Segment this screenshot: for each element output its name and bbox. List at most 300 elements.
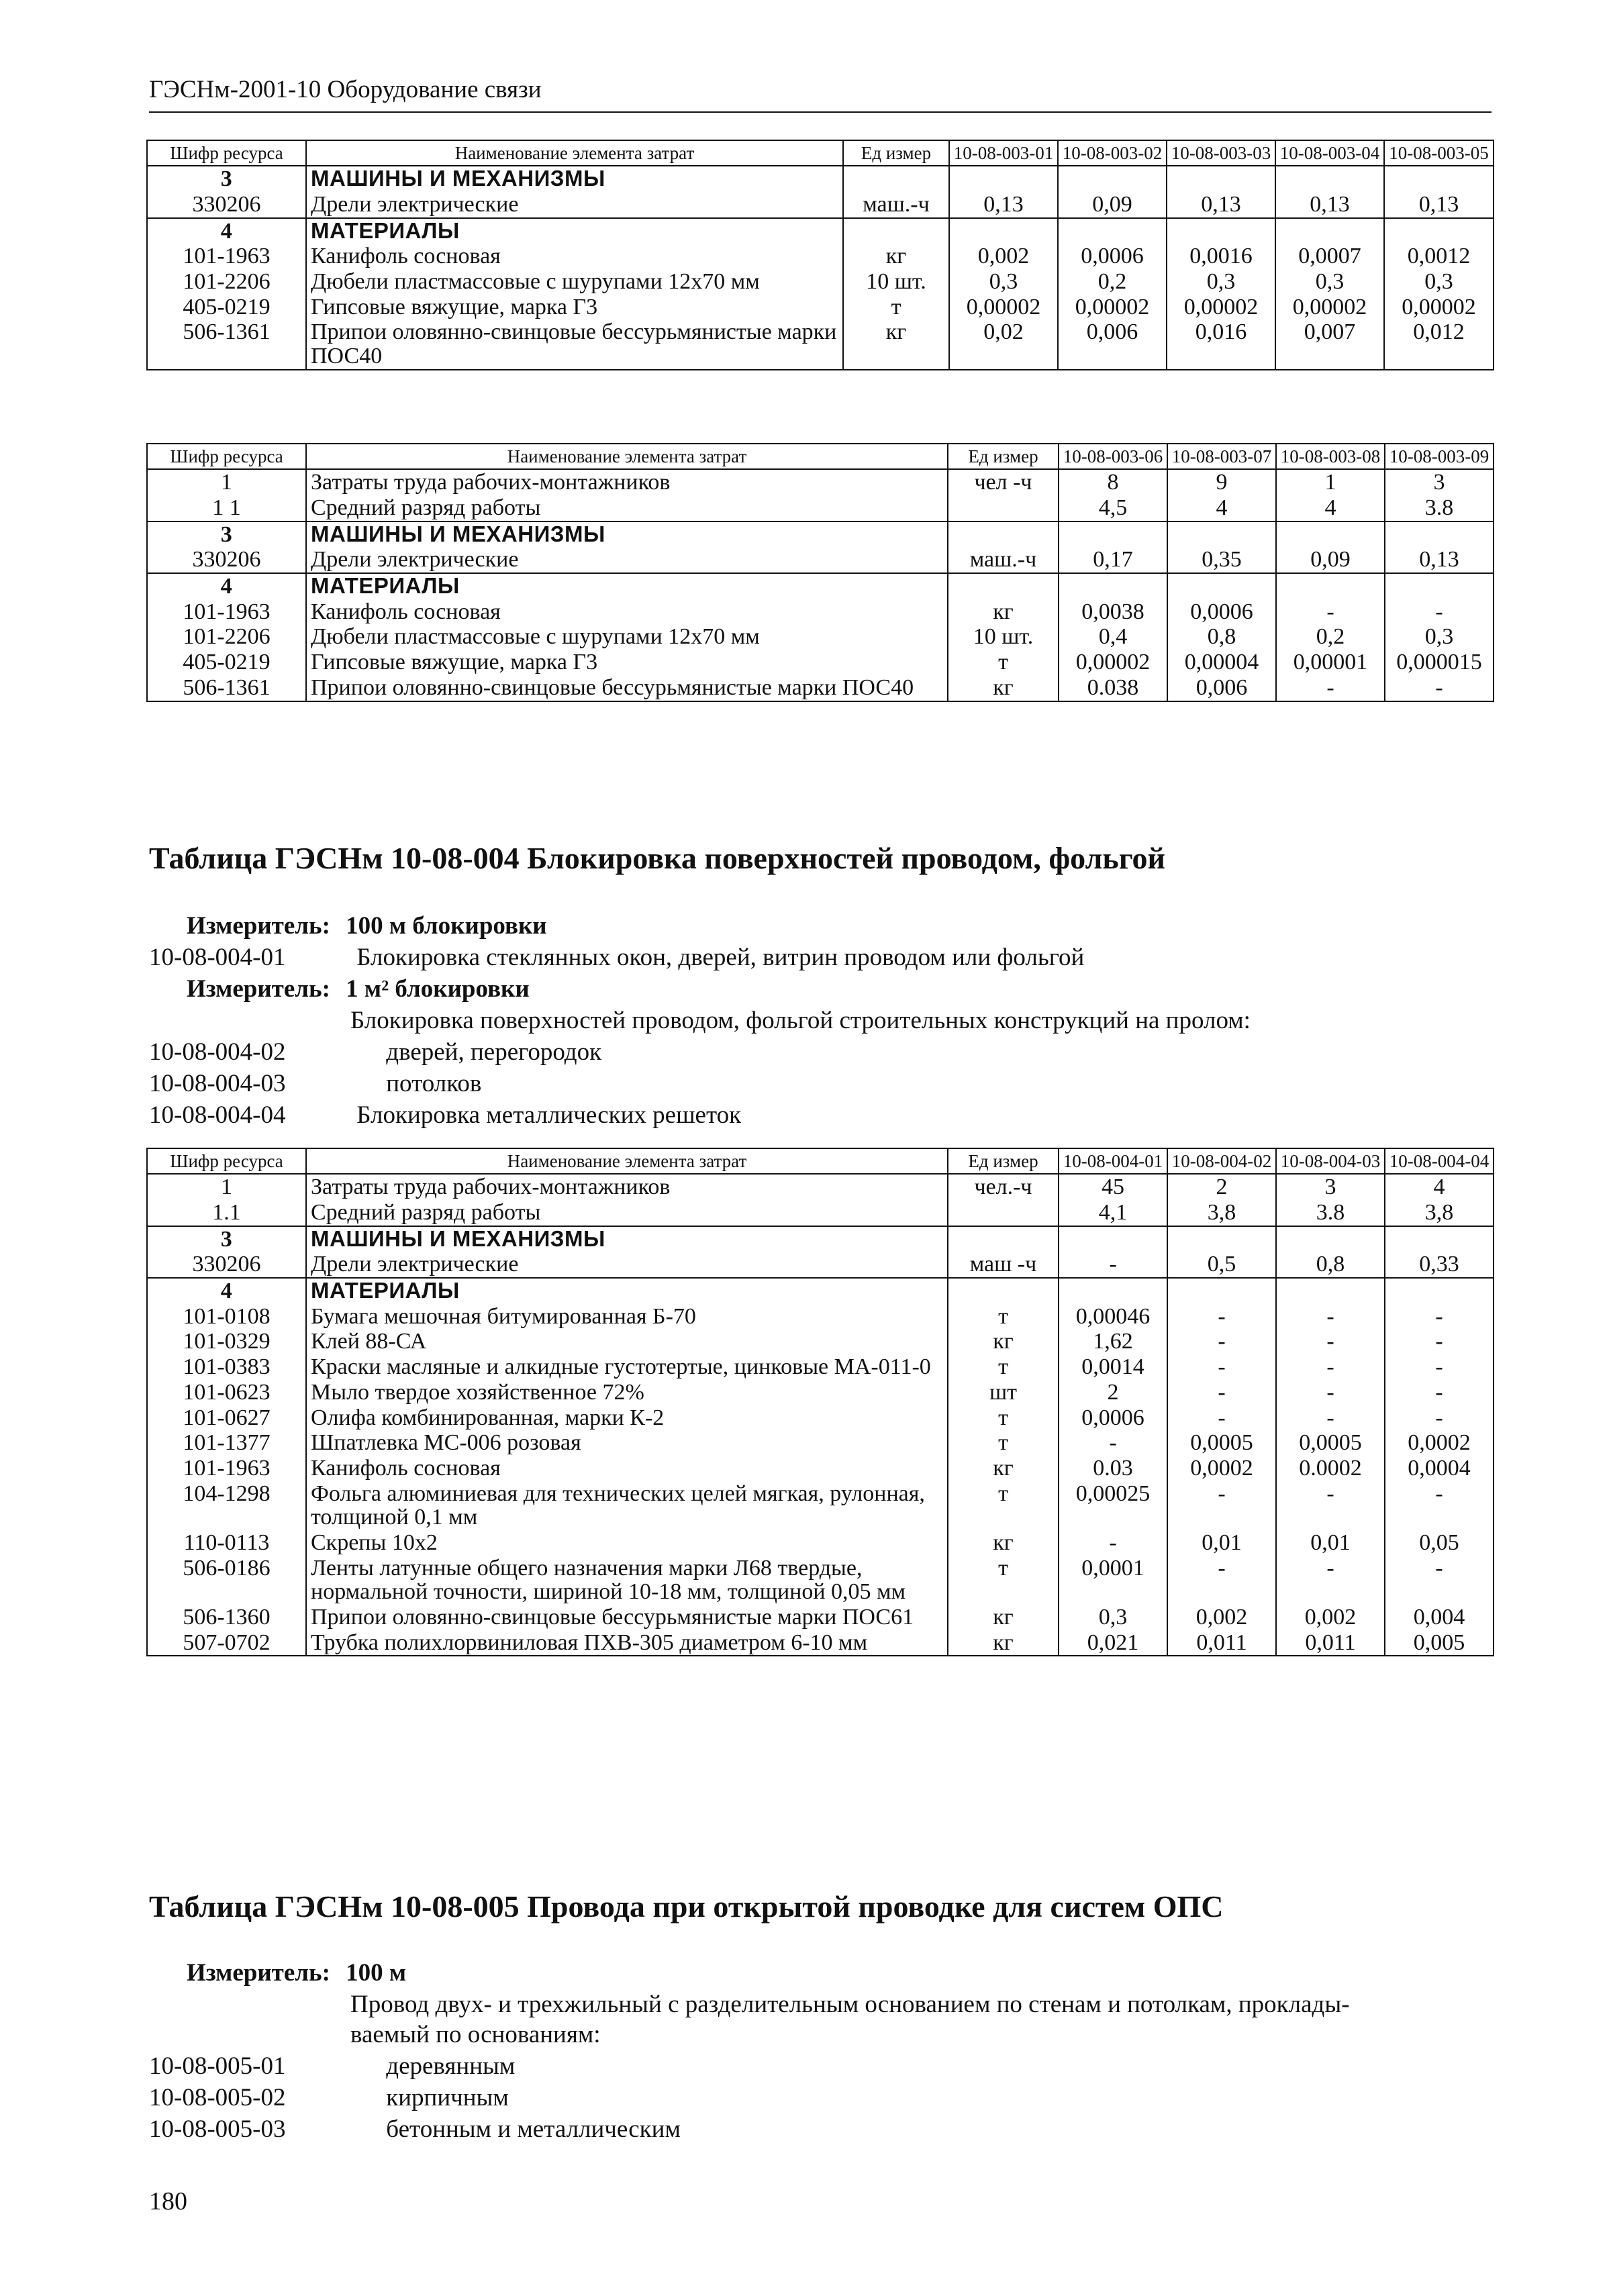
resource-value: 0,13	[1275, 192, 1384, 218]
resource-code: 101-1963	[147, 244, 306, 269]
resource-unit: т	[948, 1430, 1059, 1456]
resource-value: 0,4	[1059, 624, 1167, 650]
norm-line	[149, 2052, 515, 2081]
resource-code: 405-0219	[147, 295, 306, 320]
resource-value: 0,0012	[1384, 244, 1494, 269]
resource-name: МАШИНЫ И МЕХАНИЗМЫ	[306, 1226, 948, 1252]
resource-value: 0,00002	[1275, 295, 1384, 320]
resource-name: Клей 88-СА	[306, 1329, 948, 1354]
measure-label: Измеритель:	[187, 1959, 330, 1987]
resource-value: 0,00001	[1276, 650, 1385, 675]
resource-value	[1275, 218, 1384, 244]
table-row	[147, 1252, 1494, 1278]
col-header-unit: Ед измер	[843, 140, 949, 166]
resource-value: 2	[1167, 1174, 1276, 1200]
resource-value	[1385, 521, 1494, 548]
table-row	[147, 624, 1494, 650]
resource-value: -	[1385, 675, 1494, 701]
resource-unit: шт	[948, 1380, 1059, 1405]
resource-value: -	[1385, 1380, 1494, 1405]
resource-unit: кг	[948, 1329, 1059, 1354]
resource-value: 9	[1167, 469, 1276, 495]
resource-value: 0,00025	[1059, 1481, 1167, 1530]
resource-value: -	[1059, 1430, 1167, 1456]
resource-table	[146, 443, 1494, 702]
table-row	[147, 1556, 1494, 1605]
resource-unit: кг	[843, 319, 949, 369]
resource-code: 3	[147, 521, 306, 548]
table-row	[147, 244, 1494, 269]
resource-code: 101-1963	[147, 599, 306, 625]
resource-name: Шпатлевка МС-006 розовая	[306, 1430, 948, 1456]
resource-unit: т	[948, 1556, 1059, 1605]
col-header-norm: 10-08-003-04	[1275, 140, 1384, 166]
page-number: 180	[149, 2187, 187, 2215]
norm-text: кирпичным	[386, 2084, 509, 2111]
resource-name: Фольга алюминиевая для технических целей мягкая, рулонная, толщиной 0,1 мм	[306, 1481, 948, 1530]
resource-unit: 10 шт.	[843, 269, 949, 295]
table-row	[147, 1174, 1494, 1200]
norm-code: 10-08-004-01	[149, 944, 286, 971]
resource-code: 101-0627	[147, 1405, 306, 1431]
table-row	[147, 521, 1494, 548]
resource-value: -	[1276, 1329, 1385, 1354]
resource-value: 0,35	[1167, 547, 1276, 573]
resource-value: 0,006	[1167, 675, 1276, 701]
resource-value: 4,5	[1059, 495, 1167, 521]
resource-name: Средний разряд работы	[306, 495, 948, 521]
norm-code: 10-08-004-02	[149, 1038, 286, 1066]
resource-value: 0,0006	[1058, 244, 1167, 269]
resource-value: 0,006	[1058, 319, 1167, 369]
resource-value: -	[1276, 1354, 1385, 1380]
resource-unit: маш -ч	[948, 1252, 1059, 1278]
resource-unit: маш.-ч	[948, 547, 1059, 573]
resource-code: 101-2206	[147, 624, 306, 650]
resource-value: -	[1059, 1530, 1167, 1556]
resource-code: 104-1298	[147, 1481, 306, 1530]
resource-name: Гипсовые вяжущие, марка Г3	[306, 650, 948, 675]
resource-value: 0,002	[1167, 1605, 1276, 1630]
resource-value: -	[1059, 1252, 1167, 1278]
resource-name: Дюбели пластмассовые с шурупами 12х70 мм	[306, 624, 948, 650]
resource-unit: т	[948, 1481, 1059, 1530]
resource-value: 0,13	[949, 192, 1058, 218]
col-header-norm: 10-08-004-04	[1385, 1148, 1494, 1174]
intro-text: Провод двух- и трехжильный с разделительным основанием по стенам и потолкам, проклады-	[350, 1991, 1350, 2018]
resource-value: 0,00004	[1167, 650, 1276, 675]
resource-value	[1058, 166, 1167, 192]
table-row	[147, 469, 1494, 495]
resource-value: 0,8	[1167, 624, 1276, 650]
resource-unit: кг	[948, 1630, 1059, 1656]
resource-value: 0,0014	[1059, 1354, 1167, 1380]
resource-value: -	[1276, 1405, 1385, 1431]
resource-unit	[843, 218, 949, 244]
table-row	[147, 218, 1494, 244]
col-header-norm: 10-08-003-07	[1167, 444, 1276, 469]
table-row	[147, 1430, 1494, 1456]
resource-value: 0,09	[1276, 547, 1385, 573]
resource-value: -	[1276, 1304, 1385, 1330]
resource-value: 3	[1276, 1174, 1385, 1200]
resource-code: 110-0113	[147, 1530, 306, 1556]
resource-code: 506-0186	[147, 1556, 306, 1605]
resource-code: 3	[147, 1226, 306, 1252]
resource-value	[1384, 218, 1494, 244]
resource-value: -	[1276, 1556, 1385, 1605]
resource-unit: т	[948, 1304, 1059, 1330]
resource-value	[1276, 573, 1385, 599]
col-header-code: Шифр ресурса	[147, 444, 306, 469]
measure-value: 100 м блокировки	[346, 912, 547, 940]
resource-unit: кг	[948, 599, 1059, 625]
resource-value: 0,02	[949, 319, 1058, 369]
resource-name: Гипсовые вяжущие, марка Г3	[306, 295, 843, 320]
resource-name: МАТЕРИАЛЫ	[306, 573, 948, 599]
col-header-norm: 10-08-004-03	[1276, 1148, 1385, 1174]
table-row	[147, 192, 1494, 218]
resource-name: Припои оловянно-свинцовые бессурьмянистые марки ПОС40	[306, 319, 843, 369]
resource-value: 3.8	[1385, 495, 1494, 521]
resource-name: Бумага мешочная битумированная Б-70	[306, 1304, 948, 1330]
resource-code: 506-1361	[147, 675, 306, 701]
resource-value: 0,3	[1167, 269, 1275, 295]
resource-value: 4	[1167, 495, 1276, 521]
measure-label: Измеритель:	[187, 975, 330, 1003]
resource-value: -	[1167, 1481, 1276, 1530]
resource-value: -	[1385, 1481, 1494, 1530]
resource-unit	[843, 166, 949, 192]
table-row	[147, 650, 1494, 675]
resource-unit: 10 шт.	[948, 624, 1059, 650]
resource-value	[1167, 1226, 1276, 1252]
intro-text: Блокировка поверхностей проводом, фольгой строительных конструкций на пролом:	[350, 1007, 1251, 1034]
norm-line	[149, 2115, 681, 2144]
table-row	[147, 1278, 1494, 1304]
resource-name: МАШИНЫ И МЕХАНИЗМЫ	[306, 521, 948, 548]
table-row	[147, 495, 1494, 521]
table-row	[147, 166, 1494, 192]
resource-value: 3.8	[1276, 1200, 1385, 1226]
resource-code: 1	[147, 469, 306, 495]
resource-value	[1167, 166, 1275, 192]
resource-value: 1,62	[1059, 1329, 1167, 1354]
resource-value: 0,01	[1167, 1530, 1276, 1556]
resource-unit: кг	[948, 1605, 1059, 1630]
resource-name: Дюбели пластмассовые с шурупами 12х70 мм	[306, 269, 843, 295]
resource-code: 101-0329	[147, 1329, 306, 1354]
table-004	[146, 1148, 1493, 1656]
table-row	[147, 675, 1494, 701]
resource-code: 330206	[147, 547, 306, 573]
resource-value: 3,8	[1167, 1200, 1276, 1226]
resource-name: Затраты труда рабочих-монтажников	[306, 1174, 948, 1200]
resource-value	[1059, 1278, 1167, 1304]
norm-line	[149, 943, 1084, 972]
norm-code: 10-08-005-03	[149, 2115, 286, 2143]
resource-name: Канифоль сосновая	[306, 1456, 948, 1481]
resource-unit: чел -ч	[948, 469, 1059, 495]
resource-code: 1	[147, 1174, 306, 1200]
resource-unit: т	[843, 295, 949, 320]
resource-unit	[948, 573, 1059, 599]
resource-value: 0,3	[1275, 269, 1384, 295]
resource-value: 0.0002	[1276, 1456, 1385, 1481]
resource-value: -	[1167, 1556, 1276, 1605]
resource-value: 0,3	[1385, 624, 1494, 650]
resource-value	[1276, 1226, 1385, 1252]
resource-value: 0,05	[1385, 1530, 1494, 1556]
resource-value: 0,0002	[1167, 1456, 1276, 1481]
resource-value: -	[1276, 1481, 1385, 1530]
resource-value: -	[1167, 1405, 1276, 1431]
resource-name: Ленты латунные общего назначения марки Л68 твердые, нормальной точности, шириной 10-18 мм, толщиной 0,05 мм	[306, 1556, 948, 1605]
resource-value	[1167, 1278, 1276, 1304]
resource-name: Припои оловянно-свинцовые бессурьмянистые марки ПОС61	[306, 1605, 948, 1630]
resource-code: 4	[147, 573, 306, 599]
table-row	[147, 1226, 1494, 1252]
resource-value: -	[1167, 1354, 1276, 1380]
resource-value	[1384, 166, 1494, 192]
resource-unit	[948, 495, 1059, 521]
resource-value: 0,002	[949, 244, 1058, 269]
resource-code: 4	[147, 218, 306, 244]
table-row	[147, 547, 1494, 573]
resource-value: -	[1385, 1304, 1494, 1330]
norm-line	[149, 2083, 509, 2112]
resource-value: -	[1276, 599, 1385, 625]
resource-code: 506-1360	[147, 1605, 306, 1630]
resource-value: 0,8	[1276, 1252, 1385, 1278]
resource-unit: кг	[948, 1530, 1059, 1556]
resource-unit	[948, 1226, 1059, 1252]
resource-unit	[948, 1278, 1059, 1304]
table-row	[147, 573, 1494, 599]
resource-value	[1167, 573, 1276, 599]
resource-name: Дрели электрические	[306, 192, 843, 218]
resource-value: 4,1	[1059, 1200, 1167, 1226]
measure-value: 1 м² блокировки	[346, 975, 530, 1003]
resource-code: 1.1	[147, 1200, 306, 1226]
resource-value: 2	[1059, 1380, 1167, 1405]
resource-value	[1275, 166, 1384, 192]
norm-code: 10-08-005-02	[149, 2084, 286, 2111]
resource-code: 330206	[147, 192, 306, 218]
section-heading: Таблица ГЭСНм 10-08-005 Провода при открытой проводке для систем ОПС	[149, 1889, 1224, 1924]
col-header-name: Наименование элемента затрат	[306, 1148, 948, 1174]
resource-value: -	[1167, 1329, 1276, 1354]
resource-value: 0,0001	[1059, 1556, 1167, 1605]
resource-value	[1385, 1278, 1494, 1304]
resource-value: 0,00002	[1059, 650, 1167, 675]
resource-unit: т	[948, 1354, 1059, 1380]
col-header-norm: 10-08-003-08	[1276, 444, 1385, 469]
norm-code: 10-08-004-03	[149, 1070, 286, 1097]
resource-name: Дрели электрические	[306, 1252, 948, 1278]
resource-value: 0,5	[1167, 1252, 1276, 1278]
resource-name: Припои оловянно-свинцовые бессурьмянистые марки ПОС40	[306, 675, 948, 701]
table-row	[147, 1456, 1494, 1481]
norm-text: Блокировка металлических решеток	[356, 1101, 742, 1129]
resource-name: Олифа комбинированная, марки К-2	[306, 1405, 948, 1431]
resource-value: 0,3	[1059, 1605, 1167, 1630]
resource-table	[146, 1148, 1494, 1656]
resource-value: 0,000015	[1385, 650, 1494, 675]
resource-value: 0,011	[1276, 1630, 1385, 1656]
resource-value	[1276, 521, 1385, 548]
resource-value	[1385, 1226, 1494, 1252]
resource-code: 4	[147, 1278, 306, 1304]
resource-value: 0,011	[1167, 1630, 1276, 1656]
resource-code: 405-0219	[147, 650, 306, 675]
resource-value: 0,2	[1276, 624, 1385, 650]
resource-value: 0,0005	[1276, 1430, 1385, 1456]
resource-name: МАТЕРИАЛЫ	[306, 1278, 948, 1304]
measure-line	[187, 1958, 406, 1987]
table-row	[147, 1405, 1494, 1431]
resource-value: -	[1385, 1556, 1494, 1605]
resource-value	[1385, 573, 1494, 599]
resource-unit: чел.-ч	[948, 1174, 1059, 1200]
norm-text: Блокировка стеклянных окон, дверей, витрин проводом или фольгой	[356, 944, 1085, 971]
resource-name: Дрели электрические	[306, 547, 948, 573]
resource-unit	[948, 521, 1059, 548]
resource-unit: кг	[948, 675, 1059, 701]
resource-value: 0,13	[1385, 547, 1494, 573]
resource-value: 0,00002	[1167, 295, 1275, 320]
table-row	[147, 1329, 1494, 1354]
col-header-unit: Ед измер	[948, 1148, 1059, 1174]
col-header-norm: 10-08-003-05	[1384, 140, 1494, 166]
resource-value: 0,17	[1059, 547, 1167, 573]
table-row	[147, 1481, 1494, 1530]
resource-name: Трубка полихлорвиниловая ПХВ-305 диаметром 6-10 мм	[306, 1630, 948, 1656]
resource-code: 101-0383	[147, 1354, 306, 1380]
norm-line	[149, 1038, 601, 1066]
resource-unit: кг	[948, 1456, 1059, 1481]
resource-value: 0,0005	[1167, 1430, 1276, 1456]
col-header-name: Наименование элемента затрат	[306, 140, 843, 166]
resource-name: Средний разряд работы	[306, 1200, 948, 1226]
resource-code: 3	[147, 166, 306, 192]
resource-value: 0,00002	[949, 295, 1058, 320]
resource-value: 0,13	[1384, 192, 1494, 218]
resource-value: 0,00046	[1059, 1304, 1167, 1330]
resource-value: 0,0004	[1385, 1456, 1494, 1481]
norm-line	[149, 1069, 481, 1098]
resource-value: 0,3	[1384, 269, 1494, 295]
resource-unit: кг	[843, 244, 949, 269]
resource-value: 3,8	[1385, 1200, 1494, 1226]
col-header-norm: 10-08-003-09	[1385, 444, 1494, 469]
resource-code: 101-1963	[147, 1456, 306, 1481]
resource-value: 0,012	[1384, 319, 1494, 369]
norm-line	[149, 1101, 741, 1130]
resource-value: 0,00002	[1058, 295, 1167, 320]
table-row	[147, 1380, 1494, 1405]
resource-value: -	[1385, 599, 1494, 625]
measure-value: 100 м	[346, 1959, 407, 1987]
resource-value: 0,021	[1059, 1630, 1167, 1656]
resource-value: -	[1167, 1380, 1276, 1405]
resource-value: 0,2	[1058, 269, 1167, 295]
resource-value: 0,3	[949, 269, 1058, 295]
resource-value: -	[1167, 1304, 1276, 1330]
norm-text: потолков	[386, 1070, 482, 1097]
col-header-norm: 10-08-004-02	[1167, 1148, 1276, 1174]
section-heading: Таблица ГЭСНм 10-08-004 Блокировка поверхностей проводом, фольгой	[149, 841, 1165, 875]
resource-value: 0,002	[1276, 1605, 1385, 1630]
table-row	[147, 599, 1494, 625]
table-row	[147, 295, 1494, 320]
resource-value: -	[1385, 1354, 1494, 1380]
col-header-norm: 10-08-003-02	[1058, 140, 1167, 166]
resource-name: Скрепы 10х2	[306, 1530, 948, 1556]
resource-name: Канифоль сосновая	[306, 599, 948, 625]
resource-value: 0,004	[1385, 1605, 1494, 1630]
resource-name: Краски масляные и алкидные густотертые, цинковые МА-011-0	[306, 1354, 948, 1380]
resource-name: Мыло твердое хозяйственное 72%	[306, 1380, 948, 1405]
table-row	[147, 1304, 1494, 1330]
resource-unit: т	[948, 650, 1059, 675]
col-header-unit: Ед измер	[948, 444, 1059, 469]
resource-code: 506-1361	[147, 319, 306, 369]
resource-value: 1	[1276, 469, 1385, 495]
resource-value	[1059, 573, 1167, 599]
resource-value: 0,007	[1275, 319, 1384, 369]
resource-value	[949, 218, 1058, 244]
resource-value: 45	[1059, 1174, 1167, 1200]
resource-value: -	[1385, 1405, 1494, 1431]
resource-value: -	[1385, 1329, 1494, 1354]
table-row	[147, 1530, 1494, 1556]
table-003-part2	[146, 443, 1493, 702]
resource-unit: маш.-ч	[843, 192, 949, 218]
norm-text: деревянным	[386, 2052, 516, 2080]
table-003-part1	[146, 140, 1493, 370]
resource-value: -	[1276, 675, 1385, 701]
resource-name: Затраты труда рабочих-монтажников	[306, 469, 948, 495]
col-header-norm: 10-08-003-06	[1059, 444, 1167, 469]
col-header-norm: 10-08-003-03	[1167, 140, 1275, 166]
measure-label: Измеритель:	[187, 912, 330, 940]
resource-value: -	[1276, 1380, 1385, 1405]
resource-value: 0,0016	[1167, 244, 1275, 269]
table-row	[147, 319, 1494, 369]
resource-value	[1276, 1278, 1385, 1304]
resource-value: 0,33	[1385, 1252, 1494, 1278]
resource-unit: т	[948, 1405, 1059, 1431]
norm-text: бетонным и металлическим	[386, 2115, 681, 2143]
resource-value	[1059, 1226, 1167, 1252]
resource-value: 8	[1059, 469, 1167, 495]
resource-value: 0,0002	[1385, 1430, 1494, 1456]
page-header: ГЭСНм-2001-10 Оборудование связи	[149, 75, 1492, 113]
resource-code: 1 1	[147, 495, 306, 521]
resource-value: 0,00002	[1384, 295, 1494, 320]
col-header-code: Шифр ресурса	[147, 140, 306, 166]
resource-value: 0,13	[1167, 192, 1275, 218]
resource-value	[1058, 218, 1167, 244]
resource-value	[1167, 218, 1275, 244]
norm-code: 10-08-004-04	[149, 1101, 286, 1129]
resource-value: 4	[1385, 1174, 1494, 1200]
resource-value	[1059, 521, 1167, 548]
resource-code: 330206	[147, 1252, 306, 1278]
table-row	[147, 1200, 1494, 1226]
resource-value: 0,01	[1276, 1530, 1385, 1556]
